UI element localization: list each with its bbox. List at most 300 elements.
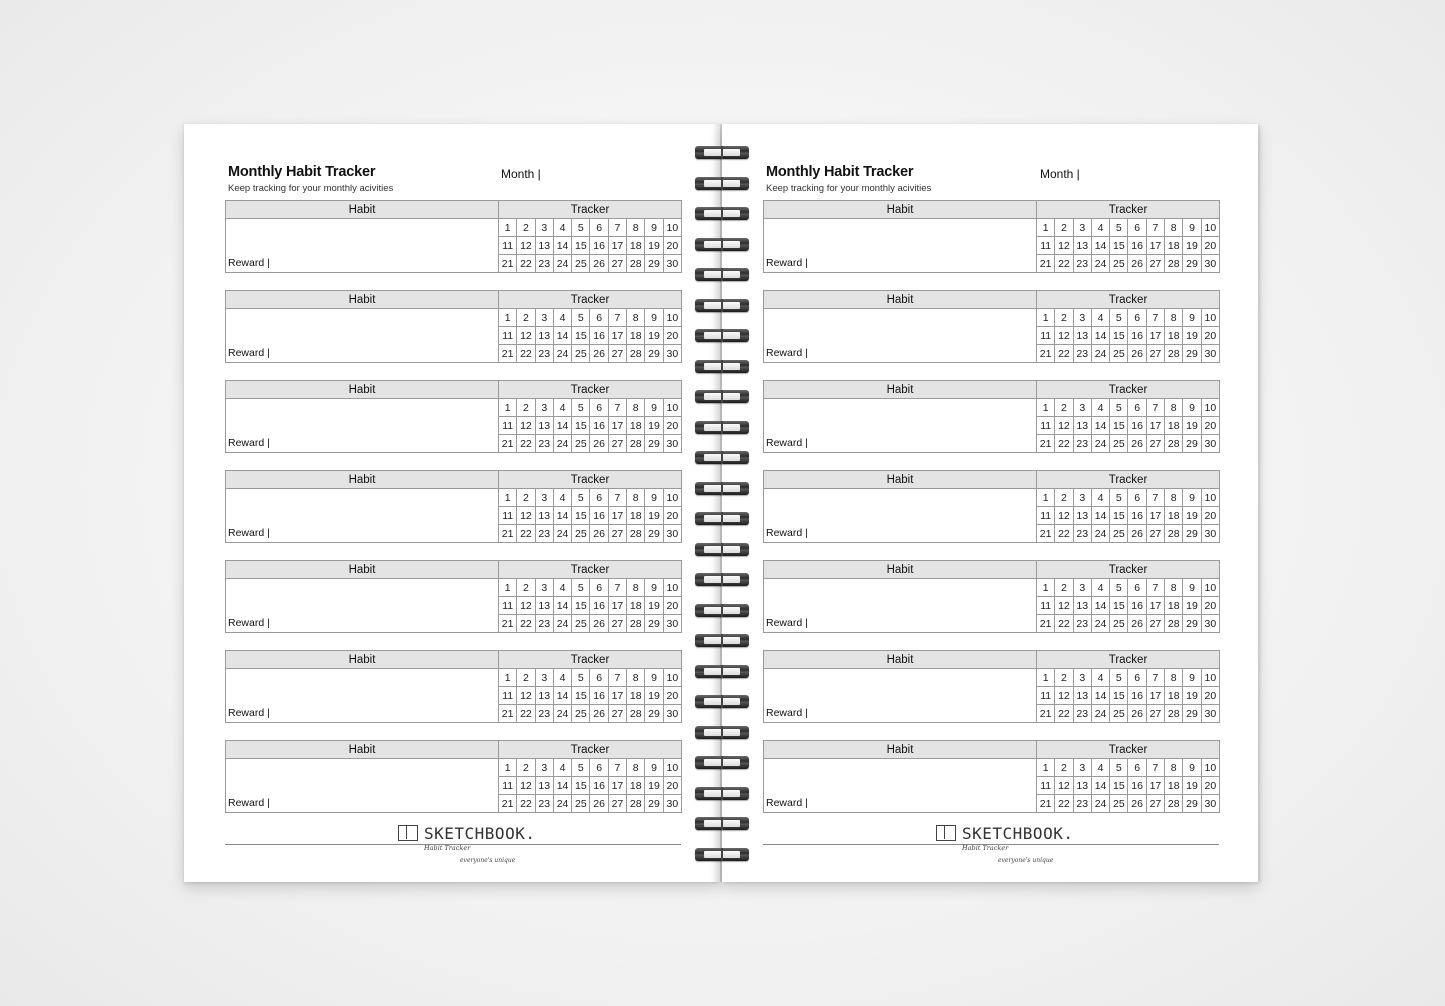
day-checkbox[interactable]: 2: [517, 219, 535, 237]
day-checkbox[interactable]: 6: [1128, 669, 1146, 687]
day-checkbox[interactable]: 4: [1091, 309, 1109, 327]
day-checkbox[interactable]: 16: [1128, 417, 1146, 435]
day-checkbox[interactable]: 17: [608, 327, 626, 345]
day-checkbox[interactable]: 17: [608, 777, 626, 795]
day-checkbox[interactable]: 9: [645, 759, 663, 777]
day-checkbox[interactable]: 29: [1183, 435, 1201, 453]
day-checkbox[interactable]: 16: [590, 687, 608, 705]
day-checkbox[interactable]: 11: [1037, 777, 1055, 795]
day-checkbox[interactable]: 27: [1146, 795, 1164, 813]
day-checkbox[interactable]: 6: [1128, 579, 1146, 597]
day-checkbox[interactable]: 24: [553, 525, 571, 543]
day-checkbox[interactable]: 13: [1073, 417, 1091, 435]
day-checkbox[interactable]: 8: [627, 489, 645, 507]
day-checkbox[interactable]: 25: [572, 525, 590, 543]
day-checkbox[interactable]: 10: [1201, 489, 1219, 507]
reward-field[interactable]: Reward |: [764, 795, 1037, 813]
habit-name-field[interactable]: [226, 219, 499, 255]
day-checkbox[interactable]: 1: [1037, 309, 1055, 327]
day-checkbox[interactable]: 16: [590, 237, 608, 255]
day-checkbox[interactable]: 30: [1201, 795, 1219, 813]
day-checkbox[interactable]: 27: [608, 795, 626, 813]
day-checkbox[interactable]: 25: [1110, 435, 1128, 453]
day-checkbox[interactable]: 9: [645, 489, 663, 507]
day-checkbox[interactable]: 25: [1110, 705, 1128, 723]
day-checkbox[interactable]: 29: [645, 525, 663, 543]
day-checkbox[interactable]: 3: [1073, 399, 1091, 417]
day-checkbox[interactable]: 20: [1201, 417, 1219, 435]
month-field[interactable]: Month |: [1040, 167, 1080, 181]
day-checkbox[interactable]: 20: [663, 237, 681, 255]
day-checkbox[interactable]: 19: [1183, 237, 1201, 255]
day-checkbox[interactable]: 11: [499, 237, 517, 255]
reward-field[interactable]: Reward |: [226, 255, 499, 273]
day-checkbox[interactable]: 30: [663, 795, 681, 813]
day-checkbox[interactable]: 7: [1146, 219, 1164, 237]
day-checkbox[interactable]: 12: [517, 237, 535, 255]
day-checkbox[interactable]: 22: [1055, 255, 1073, 273]
day-checkbox[interactable]: 1: [499, 759, 517, 777]
day-checkbox[interactable]: 4: [553, 669, 571, 687]
day-checkbox[interactable]: 3: [535, 219, 553, 237]
day-checkbox[interactable]: 26: [590, 705, 608, 723]
day-checkbox[interactable]: 1: [499, 399, 517, 417]
day-checkbox[interactable]: 5: [572, 309, 590, 327]
day-checkbox[interactable]: 2: [1055, 669, 1073, 687]
day-checkbox[interactable]: 25: [1110, 345, 1128, 363]
day-checkbox[interactable]: 21: [499, 435, 517, 453]
day-checkbox[interactable]: 28: [627, 615, 645, 633]
day-checkbox[interactable]: 6: [1128, 759, 1146, 777]
day-checkbox[interactable]: 2: [517, 579, 535, 597]
day-checkbox[interactable]: 29: [1183, 795, 1201, 813]
day-checkbox[interactable]: 17: [608, 237, 626, 255]
day-checkbox[interactable]: 4: [1091, 399, 1109, 417]
day-checkbox[interactable]: 11: [1037, 507, 1055, 525]
day-checkbox[interactable]: 29: [645, 705, 663, 723]
day-checkbox[interactable]: 3: [535, 399, 553, 417]
day-checkbox[interactable]: 14: [553, 327, 571, 345]
day-checkbox[interactable]: 6: [590, 669, 608, 687]
day-checkbox[interactable]: 19: [1183, 507, 1201, 525]
day-checkbox[interactable]: 26: [1128, 525, 1146, 543]
day-checkbox[interactable]: 19: [645, 687, 663, 705]
day-checkbox[interactable]: 2: [517, 759, 535, 777]
day-checkbox[interactable]: 24: [1091, 795, 1109, 813]
day-checkbox[interactable]: 16: [590, 507, 608, 525]
reward-field[interactable]: Reward |: [226, 705, 499, 723]
day-checkbox[interactable]: 21: [1037, 255, 1055, 273]
day-checkbox[interactable]: 7: [608, 759, 626, 777]
day-checkbox[interactable]: 12: [517, 777, 535, 795]
day-checkbox[interactable]: 8: [627, 399, 645, 417]
day-checkbox[interactable]: 22: [1055, 795, 1073, 813]
day-checkbox[interactable]: 26: [590, 615, 608, 633]
day-checkbox[interactable]: 3: [1073, 489, 1091, 507]
reward-field[interactable]: Reward |: [764, 615, 1037, 633]
day-checkbox[interactable]: 9: [1183, 759, 1201, 777]
day-checkbox[interactable]: 28: [1165, 795, 1183, 813]
day-checkbox[interactable]: 14: [553, 597, 571, 615]
day-checkbox[interactable]: 6: [590, 219, 608, 237]
day-checkbox[interactable]: 2: [1055, 759, 1073, 777]
day-checkbox[interactable]: 24: [553, 795, 571, 813]
day-checkbox[interactable]: 16: [1128, 507, 1146, 525]
day-checkbox[interactable]: 4: [1091, 759, 1109, 777]
day-checkbox[interactable]: 3: [535, 309, 553, 327]
day-checkbox[interactable]: 13: [535, 327, 553, 345]
day-checkbox[interactable]: 13: [535, 237, 553, 255]
day-checkbox[interactable]: 10: [1201, 309, 1219, 327]
day-checkbox[interactable]: 8: [1165, 579, 1183, 597]
day-checkbox[interactable]: 12: [517, 417, 535, 435]
day-checkbox[interactable]: 6: [590, 579, 608, 597]
day-checkbox[interactable]: 28: [1165, 705, 1183, 723]
day-checkbox[interactable]: 25: [1110, 255, 1128, 273]
day-checkbox[interactable]: 24: [1091, 255, 1109, 273]
day-checkbox[interactable]: 11: [499, 597, 517, 615]
day-checkbox[interactable]: 22: [517, 795, 535, 813]
day-checkbox[interactable]: 30: [1201, 435, 1219, 453]
day-checkbox[interactable]: 12: [517, 687, 535, 705]
day-checkbox[interactable]: 27: [608, 345, 626, 363]
habit-name-field[interactable]: [764, 489, 1037, 525]
day-checkbox[interactable]: 18: [1165, 327, 1183, 345]
day-checkbox[interactable]: 18: [627, 597, 645, 615]
day-checkbox[interactable]: 18: [1165, 417, 1183, 435]
day-checkbox[interactable]: 10: [663, 489, 681, 507]
day-checkbox[interactable]: 12: [1055, 777, 1073, 795]
day-checkbox[interactable]: 9: [1183, 399, 1201, 417]
day-checkbox[interactable]: 10: [1201, 669, 1219, 687]
day-checkbox[interactable]: 23: [535, 795, 553, 813]
day-checkbox[interactable]: 17: [608, 417, 626, 435]
day-checkbox[interactable]: 17: [1146, 417, 1164, 435]
day-checkbox[interactable]: 12: [517, 327, 535, 345]
day-checkbox[interactable]: 8: [1165, 219, 1183, 237]
day-checkbox[interactable]: 4: [553, 399, 571, 417]
day-checkbox[interactable]: 14: [1091, 417, 1109, 435]
day-checkbox[interactable]: 5: [1110, 399, 1128, 417]
day-checkbox[interactable]: 11: [499, 777, 517, 795]
day-checkbox[interactable]: 2: [517, 399, 535, 417]
day-checkbox[interactable]: 8: [627, 309, 645, 327]
reward-field[interactable]: Reward |: [226, 435, 499, 453]
day-checkbox[interactable]: 23: [535, 345, 553, 363]
day-checkbox[interactable]: 22: [517, 615, 535, 633]
day-checkbox[interactable]: 16: [1128, 687, 1146, 705]
day-checkbox[interactable]: 20: [663, 417, 681, 435]
day-checkbox[interactable]: 15: [572, 237, 590, 255]
habit-name-field[interactable]: [764, 399, 1037, 435]
day-checkbox[interactable]: 9: [1183, 579, 1201, 597]
day-checkbox[interactable]: 20: [1201, 687, 1219, 705]
day-checkbox[interactable]: 7: [608, 399, 626, 417]
day-checkbox[interactable]: 3: [1073, 579, 1091, 597]
day-checkbox[interactable]: 27: [1146, 615, 1164, 633]
day-checkbox[interactable]: 15: [572, 597, 590, 615]
day-checkbox[interactable]: 3: [535, 759, 553, 777]
day-checkbox[interactable]: 13: [535, 417, 553, 435]
day-checkbox[interactable]: 21: [1037, 795, 1055, 813]
day-checkbox[interactable]: 22: [517, 525, 535, 543]
day-checkbox[interactable]: 19: [645, 327, 663, 345]
day-checkbox[interactable]: 23: [535, 435, 553, 453]
day-checkbox[interactable]: 5: [1110, 489, 1128, 507]
day-checkbox[interactable]: 18: [1165, 507, 1183, 525]
day-checkbox[interactable]: 23: [1073, 345, 1091, 363]
day-checkbox[interactable]: 7: [1146, 579, 1164, 597]
day-checkbox[interactable]: 8: [1165, 309, 1183, 327]
day-checkbox[interactable]: 4: [553, 219, 571, 237]
day-checkbox[interactable]: 14: [1091, 777, 1109, 795]
day-checkbox[interactable]: 5: [572, 579, 590, 597]
day-checkbox[interactable]: 5: [1110, 669, 1128, 687]
day-checkbox[interactable]: 17: [1146, 237, 1164, 255]
day-checkbox[interactable]: 3: [535, 669, 553, 687]
habit-name-field[interactable]: [226, 669, 499, 705]
day-checkbox[interactable]: 6: [590, 759, 608, 777]
day-checkbox[interactable]: 20: [663, 777, 681, 795]
day-checkbox[interactable]: 30: [1201, 615, 1219, 633]
day-checkbox[interactable]: 29: [1183, 705, 1201, 723]
day-checkbox[interactable]: 26: [1128, 795, 1146, 813]
day-checkbox[interactable]: 8: [627, 219, 645, 237]
day-checkbox[interactable]: 5: [1110, 579, 1128, 597]
day-checkbox[interactable]: 24: [553, 255, 571, 273]
day-checkbox[interactable]: 13: [1073, 237, 1091, 255]
day-checkbox[interactable]: 24: [1091, 615, 1109, 633]
day-checkbox[interactable]: 19: [1183, 417, 1201, 435]
day-checkbox[interactable]: 29: [1183, 345, 1201, 363]
day-checkbox[interactable]: 18: [627, 237, 645, 255]
day-checkbox[interactable]: 10: [663, 309, 681, 327]
habit-name-field[interactable]: [226, 759, 499, 795]
day-checkbox[interactable]: 1: [1037, 219, 1055, 237]
day-checkbox[interactable]: 29: [645, 345, 663, 363]
day-checkbox[interactable]: 17: [1146, 687, 1164, 705]
day-checkbox[interactable]: 6: [1128, 399, 1146, 417]
day-checkbox[interactable]: 9: [1183, 489, 1201, 507]
day-checkbox[interactable]: 28: [627, 255, 645, 273]
day-checkbox[interactable]: 27: [1146, 255, 1164, 273]
day-checkbox[interactable]: 9: [1183, 309, 1201, 327]
day-checkbox[interactable]: 25: [572, 435, 590, 453]
day-checkbox[interactable]: 14: [553, 417, 571, 435]
day-checkbox[interactable]: 23: [535, 705, 553, 723]
day-checkbox[interactable]: 30: [1201, 345, 1219, 363]
day-checkbox[interactable]: 1: [499, 489, 517, 507]
day-checkbox[interactable]: 9: [645, 579, 663, 597]
day-checkbox[interactable]: 17: [608, 597, 626, 615]
day-checkbox[interactable]: 19: [1183, 597, 1201, 615]
habit-name-field[interactable]: [226, 489, 499, 525]
day-checkbox[interactable]: 28: [627, 795, 645, 813]
day-checkbox[interactable]: 15: [572, 507, 590, 525]
reward-field[interactable]: Reward |: [764, 705, 1037, 723]
day-checkbox[interactable]: 19: [1183, 327, 1201, 345]
day-checkbox[interactable]: 10: [1201, 759, 1219, 777]
day-checkbox[interactable]: 20: [663, 327, 681, 345]
day-checkbox[interactable]: 27: [1146, 525, 1164, 543]
day-checkbox[interactable]: 12: [1055, 597, 1073, 615]
day-checkbox[interactable]: 25: [1110, 525, 1128, 543]
day-checkbox[interactable]: 13: [1073, 507, 1091, 525]
day-checkbox[interactable]: 16: [590, 327, 608, 345]
day-checkbox[interactable]: 7: [608, 579, 626, 597]
day-checkbox[interactable]: 25: [572, 795, 590, 813]
day-checkbox[interactable]: 20: [663, 687, 681, 705]
day-checkbox[interactable]: 20: [1201, 237, 1219, 255]
day-checkbox[interactable]: 27: [608, 615, 626, 633]
day-checkbox[interactable]: 17: [1146, 777, 1164, 795]
day-checkbox[interactable]: 17: [1146, 327, 1164, 345]
day-checkbox[interactable]: 13: [1073, 327, 1091, 345]
habit-name-field[interactable]: [226, 399, 499, 435]
day-checkbox[interactable]: 12: [1055, 237, 1073, 255]
day-checkbox[interactable]: 26: [1128, 705, 1146, 723]
day-checkbox[interactable]: 3: [535, 579, 553, 597]
day-checkbox[interactable]: 5: [572, 219, 590, 237]
day-checkbox[interactable]: 5: [1110, 309, 1128, 327]
day-checkbox[interactable]: 2: [1055, 219, 1073, 237]
day-checkbox[interactable]: 20: [1201, 777, 1219, 795]
day-checkbox[interactable]: 13: [1073, 597, 1091, 615]
day-checkbox[interactable]: 13: [535, 507, 553, 525]
day-checkbox[interactable]: 1: [499, 579, 517, 597]
day-checkbox[interactable]: 4: [553, 489, 571, 507]
reward-field[interactable]: Reward |: [226, 795, 499, 813]
day-checkbox[interactable]: 4: [553, 309, 571, 327]
habit-name-field[interactable]: [764, 759, 1037, 795]
day-checkbox[interactable]: 19: [1183, 687, 1201, 705]
day-checkbox[interactable]: 24: [553, 705, 571, 723]
day-checkbox[interactable]: 11: [499, 687, 517, 705]
day-checkbox[interactable]: 29: [1183, 255, 1201, 273]
day-checkbox[interactable]: 25: [1110, 615, 1128, 633]
day-checkbox[interactable]: 7: [1146, 489, 1164, 507]
day-checkbox[interactable]: 3: [1073, 669, 1091, 687]
day-checkbox[interactable]: 11: [1037, 597, 1055, 615]
reward-field[interactable]: Reward |: [764, 345, 1037, 363]
day-checkbox[interactable]: 10: [1201, 399, 1219, 417]
day-checkbox[interactable]: 26: [590, 255, 608, 273]
day-checkbox[interactable]: 16: [590, 597, 608, 615]
day-checkbox[interactable]: 23: [535, 525, 553, 543]
day-checkbox[interactable]: 26: [1128, 345, 1146, 363]
day-checkbox[interactable]: 7: [608, 669, 626, 687]
day-checkbox[interactable]: 15: [1110, 417, 1128, 435]
day-checkbox[interactable]: 23: [1073, 705, 1091, 723]
day-checkbox[interactable]: 2: [1055, 399, 1073, 417]
day-checkbox[interactable]: 13: [1073, 687, 1091, 705]
day-checkbox[interactable]: 27: [1146, 345, 1164, 363]
day-checkbox[interactable]: 20: [1201, 597, 1219, 615]
day-checkbox[interactable]: 12: [517, 597, 535, 615]
day-checkbox[interactable]: 15: [1110, 327, 1128, 345]
day-checkbox[interactable]: 8: [627, 759, 645, 777]
day-checkbox[interactable]: 13: [1073, 777, 1091, 795]
day-checkbox[interactable]: 19: [645, 417, 663, 435]
day-checkbox[interactable]: 24: [1091, 345, 1109, 363]
day-checkbox[interactable]: 9: [645, 399, 663, 417]
day-checkbox[interactable]: 30: [663, 525, 681, 543]
day-checkbox[interactable]: 30: [1201, 525, 1219, 543]
day-checkbox[interactable]: 23: [535, 255, 553, 273]
day-checkbox[interactable]: 8: [1165, 399, 1183, 417]
day-checkbox[interactable]: 23: [1073, 255, 1091, 273]
day-checkbox[interactable]: 23: [1073, 795, 1091, 813]
day-checkbox[interactable]: 4: [1091, 669, 1109, 687]
day-checkbox[interactable]: 2: [517, 669, 535, 687]
day-checkbox[interactable]: 25: [572, 615, 590, 633]
day-checkbox[interactable]: 27: [608, 705, 626, 723]
day-checkbox[interactable]: 28: [627, 435, 645, 453]
reward-field[interactable]: Reward |: [764, 435, 1037, 453]
day-checkbox[interactable]: 2: [1055, 309, 1073, 327]
day-checkbox[interactable]: 2: [517, 309, 535, 327]
day-checkbox[interactable]: 16: [1128, 327, 1146, 345]
day-checkbox[interactable]: 11: [1037, 417, 1055, 435]
day-checkbox[interactable]: 1: [1037, 579, 1055, 597]
day-checkbox[interactable]: 15: [1110, 507, 1128, 525]
day-checkbox[interactable]: 22: [517, 435, 535, 453]
day-checkbox[interactable]: 18: [627, 507, 645, 525]
day-checkbox[interactable]: 1: [499, 669, 517, 687]
day-checkbox[interactable]: 26: [1128, 435, 1146, 453]
day-checkbox[interactable]: 20: [663, 507, 681, 525]
day-checkbox[interactable]: 22: [517, 705, 535, 723]
day-checkbox[interactable]: 15: [1110, 777, 1128, 795]
day-checkbox[interactable]: 30: [663, 345, 681, 363]
day-checkbox[interactable]: 15: [572, 777, 590, 795]
day-checkbox[interactable]: 14: [553, 507, 571, 525]
reward-field[interactable]: Reward |: [764, 255, 1037, 273]
day-checkbox[interactable]: 25: [572, 345, 590, 363]
day-checkbox[interactable]: 10: [1201, 219, 1219, 237]
day-checkbox[interactable]: 18: [1165, 777, 1183, 795]
day-checkbox[interactable]: 28: [1165, 615, 1183, 633]
day-checkbox[interactable]: 3: [535, 489, 553, 507]
day-checkbox[interactable]: 14: [1091, 687, 1109, 705]
day-checkbox[interactable]: 6: [590, 399, 608, 417]
day-checkbox[interactable]: 3: [1073, 309, 1091, 327]
day-checkbox[interactable]: 16: [590, 777, 608, 795]
day-checkbox[interactable]: 7: [1146, 669, 1164, 687]
day-checkbox[interactable]: 29: [1183, 615, 1201, 633]
day-checkbox[interactable]: 9: [645, 219, 663, 237]
habit-name-field[interactable]: [764, 669, 1037, 705]
day-checkbox[interactable]: 1: [1037, 399, 1055, 417]
day-checkbox[interactable]: 28: [1165, 345, 1183, 363]
day-checkbox[interactable]: 9: [1183, 669, 1201, 687]
day-checkbox[interactable]: 30: [663, 705, 681, 723]
habit-name-field[interactable]: [764, 579, 1037, 615]
day-checkbox[interactable]: 22: [1055, 705, 1073, 723]
day-checkbox[interactable]: 17: [608, 687, 626, 705]
day-checkbox[interactable]: 25: [1110, 795, 1128, 813]
day-checkbox[interactable]: 8: [627, 579, 645, 597]
reward-field[interactable]: Reward |: [226, 615, 499, 633]
day-checkbox[interactable]: 8: [1165, 759, 1183, 777]
day-checkbox[interactable]: 16: [1128, 597, 1146, 615]
day-checkbox[interactable]: 2: [517, 489, 535, 507]
day-checkbox[interactable]: 23: [1073, 435, 1091, 453]
day-checkbox[interactable]: 16: [1128, 237, 1146, 255]
day-checkbox[interactable]: 19: [645, 237, 663, 255]
day-checkbox[interactable]: 20: [1201, 507, 1219, 525]
day-checkbox[interactable]: 15: [572, 327, 590, 345]
